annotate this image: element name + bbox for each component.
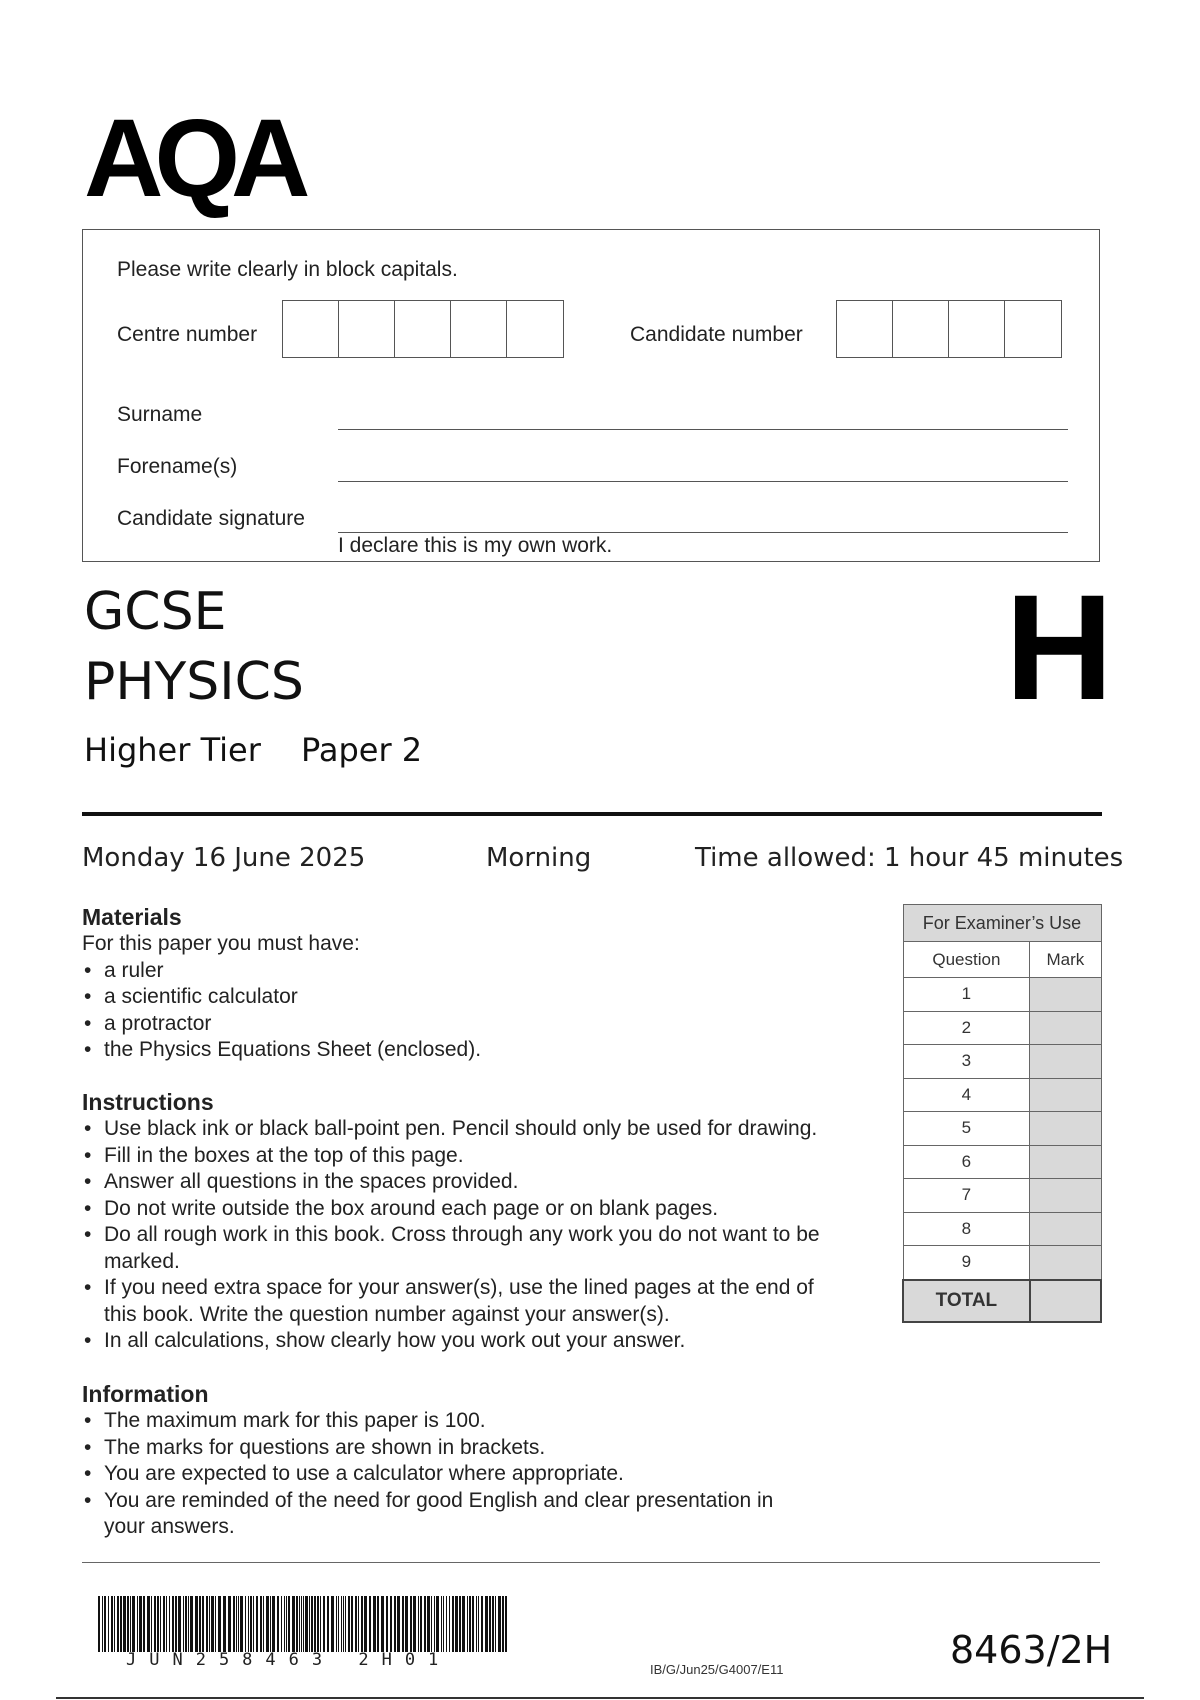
barcode-bar [169, 1596, 170, 1652]
barcode-bar [309, 1596, 310, 1652]
surname-label: Surname [117, 403, 203, 426]
centre-number-digit[interactable] [507, 301, 563, 357]
barcode-bar [117, 1596, 119, 1652]
mark-cell[interactable] [1030, 1179, 1101, 1213]
instructions-section [82, 1088, 872, 1355]
barcode-bar [281, 1596, 282, 1652]
table-row [903, 1078, 1101, 1112]
barcode-bar [292, 1596, 295, 1652]
barcode-bar [154, 1596, 156, 1652]
table-row [903, 1246, 1101, 1280]
barcode-bar [443, 1596, 444, 1652]
time-allowed: Time allowed: 1 hour 45 minutes [695, 843, 1124, 873]
question-number: 7 [903, 1179, 1030, 1213]
barcode-bar [223, 1596, 226, 1652]
mark-cell[interactable] [1030, 1011, 1101, 1045]
surname-line[interactable] [338, 429, 1068, 430]
barcode-bar [361, 1596, 363, 1652]
barcode-bar [288, 1596, 290, 1652]
barcode-bar [104, 1596, 106, 1652]
barcode-bar [345, 1596, 346, 1652]
exam-session: Morning [486, 843, 592, 873]
forenames-line[interactable] [338, 481, 1068, 482]
list-item: • Fill in the boxes at the top of this page. [82, 1143, 872, 1170]
examiners-use-table [902, 904, 1102, 1323]
table-row [903, 1045, 1101, 1079]
exam-date: Monday 16 June 2025 [82, 843, 366, 873]
barcode-bar [218, 1596, 221, 1652]
barcode-bar [314, 1596, 316, 1652]
barcode-bar [163, 1596, 165, 1652]
barcode-bar [341, 1596, 342, 1652]
barcode-bar [120, 1596, 122, 1652]
instructions-heading: Instructions [82, 1089, 214, 1115]
barcode-bar [462, 1596, 465, 1652]
table-row [903, 1179, 1101, 1213]
centre-number-boxes[interactable] [282, 300, 564, 358]
barcode-bar [364, 1596, 367, 1652]
aqa-logo: AQA [84, 97, 302, 220]
page-bottom-rule [56, 1697, 1144, 1699]
barcode-bar [485, 1596, 488, 1652]
table-row [903, 1112, 1101, 1146]
barcode-bar [199, 1596, 201, 1652]
signature-line[interactable] [338, 532, 1068, 533]
question-number: 1 [903, 978, 1030, 1012]
question-number: 4 [903, 1078, 1030, 1112]
barcode-bar [202, 1596, 204, 1652]
list-item: • the Physics Equations Sheet (enclosed). [82, 1037, 882, 1064]
candidate-number-digit[interactable] [1005, 301, 1061, 357]
barcode-bar [449, 1596, 450, 1652]
information-heading: Information [82, 1381, 209, 1407]
table-row [903, 1011, 1101, 1045]
barcode-bar [139, 1596, 142, 1652]
barcode-bar [195, 1596, 198, 1652]
candidate-number-label: Candidate number [630, 323, 803, 346]
paper-reference: IB/G/Jun25/G4007/E11 [650, 1662, 784, 1677]
barcode-bar [178, 1596, 181, 1652]
candidate-details-box [82, 229, 1100, 562]
centre-number-digit[interactable] [395, 301, 451, 357]
list-item: • You are expected to use a calculator where appropriate. [82, 1461, 872, 1488]
list-item: • a ruler [82, 958, 882, 985]
question-number: 2 [903, 1011, 1030, 1045]
mark-cell[interactable] [1030, 978, 1101, 1012]
barcode-bar [185, 1596, 187, 1652]
barcode-bar [373, 1596, 376, 1652]
question-column-header: Question [903, 942, 1030, 978]
candidate-number-digit[interactable] [949, 301, 1005, 357]
barcode-bar [172, 1596, 174, 1652]
barcode-bar [348, 1596, 350, 1652]
barcode-bar [114, 1596, 115, 1652]
materials-heading: Materials [82, 904, 182, 930]
barcode-bar [305, 1596, 308, 1652]
barcode-bar [492, 1596, 494, 1652]
barcode-bar [489, 1596, 491, 1652]
barcode-bar [301, 1596, 302, 1652]
signature-label: Candidate signature [117, 507, 305, 530]
barcode-bar [336, 1596, 337, 1652]
table-row [903, 978, 1101, 1012]
list-item: • In all calculations, show clearly how you work out your answer. [82, 1328, 872, 1355]
barcode-bar [111, 1596, 113, 1652]
list-item: • Do not write outside the box around each page or on blank pages. [82, 1196, 872, 1223]
barcode-bar [250, 1596, 252, 1652]
barcode-bar [495, 1596, 496, 1652]
barcode-bar [351, 1596, 353, 1652]
examiners-use-title: For Examiner’s Use [903, 905, 1101, 942]
barcode-bar [183, 1596, 184, 1652]
barcode-bar [284, 1596, 285, 1652]
barcode-bar [270, 1596, 271, 1652]
centre-number-digit[interactable] [283, 301, 339, 357]
barcode-bar [431, 1596, 432, 1652]
barcode-bar [343, 1596, 344, 1652]
barcode-bar [240, 1596, 243, 1652]
barcode-bar [420, 1596, 422, 1652]
barcode-bar [455, 1596, 458, 1652]
barcode-bar [413, 1596, 416, 1652]
table-row [903, 1212, 1101, 1246]
barcode-bar [108, 1596, 109, 1652]
barcode-bar [311, 1596, 313, 1652]
table-row [903, 1145, 1101, 1179]
barcode-bar [498, 1596, 501, 1652]
exam-subject: PHYSICS [84, 652, 304, 712]
list-item: • Use black ink or black ball-point pen. Pencil should only be used for drawing. [82, 1116, 872, 1143]
exam-level: GCSE [84, 582, 227, 642]
list-item: • Answer all questions in the spaces provided. [82, 1169, 872, 1196]
total-label: TOTAL [903, 1280, 1030, 1322]
information-section [82, 1380, 872, 1541]
candidate-number-digit[interactable] [893, 301, 949, 357]
barcode [98, 1596, 508, 1652]
barcode-bar [132, 1596, 135, 1652]
list-item: • a protractor [82, 1011, 882, 1038]
barcode-bar [190, 1596, 193, 1652]
barcode-bar [472, 1596, 474, 1652]
barcode-bar [410, 1596, 412, 1652]
barcode-bar [390, 1596, 392, 1652]
instructions-list [82, 1116, 872, 1355]
mark-cell[interactable] [1030, 1078, 1101, 1112]
barcode-bar [130, 1596, 131, 1652]
barcode-bar [127, 1596, 129, 1652]
barcode-bar [277, 1596, 279, 1652]
paper-code: 8463/2H [950, 1628, 1113, 1672]
barcode-bar [206, 1596, 208, 1652]
list-item: • If you need extra space for your answer(s), use the lined pages at the end of this book. Write the question number against your answer(s). [82, 1275, 844, 1328]
materials-section [82, 903, 882, 1064]
barcode-bar [317, 1596, 319, 1652]
mark-cell[interactable] [1030, 1145, 1101, 1179]
barcode-bar [381, 1596, 384, 1652]
title-divider [82, 812, 1102, 816]
barcode-bar [436, 1596, 439, 1652]
question-number: 6 [903, 1145, 1030, 1179]
barcode-bar [147, 1596, 150, 1652]
barcode-bar [151, 1596, 152, 1652]
barcode-bar [98, 1596, 100, 1652]
barcode-bar [331, 1596, 334, 1652]
total-mark-cell[interactable] [1030, 1280, 1101, 1322]
block-capitals-instruction: Please write clearly in block capitals. [117, 258, 458, 281]
barcode-bar [256, 1596, 258, 1652]
list-item: • The marks for questions are shown in brackets. [82, 1435, 872, 1462]
barcode-bar [418, 1596, 419, 1652]
barcode-bar [233, 1596, 235, 1652]
barcode-bar [175, 1596, 177, 1652]
barcode-bar [405, 1596, 408, 1652]
barcode-bar [355, 1596, 357, 1652]
candidate-number-boxes[interactable] [836, 300, 1062, 358]
materials-intro: For this paper you must have: [82, 932, 360, 955]
question-number: 3 [903, 1045, 1030, 1079]
barcode-bar [481, 1596, 483, 1652]
barcode-bar [469, 1596, 471, 1652]
barcode-bar [327, 1596, 329, 1652]
barcode-bar [452, 1596, 454, 1652]
tier-letter: H [1005, 563, 1114, 731]
mark-cell[interactable] [1030, 1246, 1101, 1280]
barcode-bar [505, 1596, 507, 1652]
barcode-bar [238, 1596, 239, 1652]
question-number: 5 [903, 1112, 1030, 1146]
barcode-bar [502, 1596, 504, 1652]
question-number: 8 [903, 1212, 1030, 1246]
information-list [82, 1408, 872, 1541]
mark-column-header: Mark [1030, 942, 1101, 978]
barcode-bar [441, 1596, 442, 1652]
barcode-bar [467, 1596, 468, 1652]
barcode-bar [320, 1596, 321, 1652]
materials-list [82, 958, 882, 1064]
list-item: • The maximum mark for this paper is 100. [82, 1408, 872, 1435]
barcode-bar [459, 1596, 461, 1652]
barcode-bar [476, 1596, 477, 1652]
barcode-text: JUN258463 2H01 [126, 1650, 452, 1670]
barcode-bar [299, 1596, 300, 1652]
barcode-bar [323, 1596, 325, 1652]
barcode-bar [369, 1596, 371, 1652]
barcode-bar [424, 1596, 426, 1652]
barcode-bar [253, 1596, 254, 1652]
barcode-bar [478, 1596, 479, 1652]
centre-number-label: Centre number [117, 323, 258, 346]
barcode-bar [157, 1596, 159, 1652]
barcode-bar [137, 1596, 138, 1652]
barcode-bar [434, 1596, 435, 1652]
declaration-text: I declare this is my own work. [338, 534, 613, 557]
barcode-bar [272, 1596, 275, 1652]
centre-number-digit[interactable] [339, 301, 395, 357]
exam-paper: Paper 2 [301, 731, 423, 769]
forenames-label: Forename(s) [117, 455, 238, 478]
barcode-bar [236, 1596, 237, 1652]
barcode-bar [338, 1596, 339, 1652]
mark-cell[interactable] [1030, 1212, 1101, 1246]
barcode-bar [215, 1596, 216, 1652]
barcode-bar [286, 1596, 287, 1652]
question-number: 9 [903, 1246, 1030, 1280]
barcode-bar [245, 1596, 246, 1652]
barcode-bar [143, 1596, 145, 1652]
barcode-bar [248, 1596, 249, 1652]
list-item: • a scientific calculator [82, 984, 882, 1011]
footer-divider [82, 1562, 1100, 1563]
barcode-bar [160, 1596, 161, 1652]
barcode-bar [386, 1596, 388, 1652]
mark-cell[interactable] [1030, 1045, 1101, 1079]
barcode-bar [263, 1596, 264, 1652]
barcode-bar [397, 1596, 400, 1652]
candidate-number-digit[interactable] [837, 301, 893, 357]
barcode-bar [394, 1596, 396, 1652]
barcode-bar [303, 1596, 304, 1652]
barcode-bar [209, 1596, 210, 1652]
exam-tier: Higher Tier [84, 731, 261, 769]
barcode-bar [211, 1596, 214, 1652]
barcode-bar [102, 1596, 103, 1652]
barcode-bar [358, 1596, 359, 1652]
barcode-bar [377, 1596, 379, 1652]
barcode-bar [296, 1596, 298, 1652]
barcode-bar [260, 1596, 262, 1652]
total-row [903, 1280, 1101, 1322]
barcode-bar [266, 1596, 269, 1652]
centre-number-digit[interactable] [451, 301, 507, 357]
mark-cell[interactable] [1030, 1112, 1101, 1146]
barcode-bar [123, 1596, 126, 1652]
list-item: • Do all rough work in this book. Cross through any work you do not want to be marked. [82, 1222, 824, 1275]
barcode-bar [446, 1596, 447, 1652]
barcode-bar [166, 1596, 167, 1652]
list-item: • You are reminded of the need for good English and clear presentation in your answers. [82, 1488, 814, 1541]
barcode-bar [427, 1596, 430, 1652]
barcode-bar [188, 1596, 189, 1652]
barcode-bar [228, 1596, 231, 1652]
barcode-bar [402, 1596, 404, 1652]
